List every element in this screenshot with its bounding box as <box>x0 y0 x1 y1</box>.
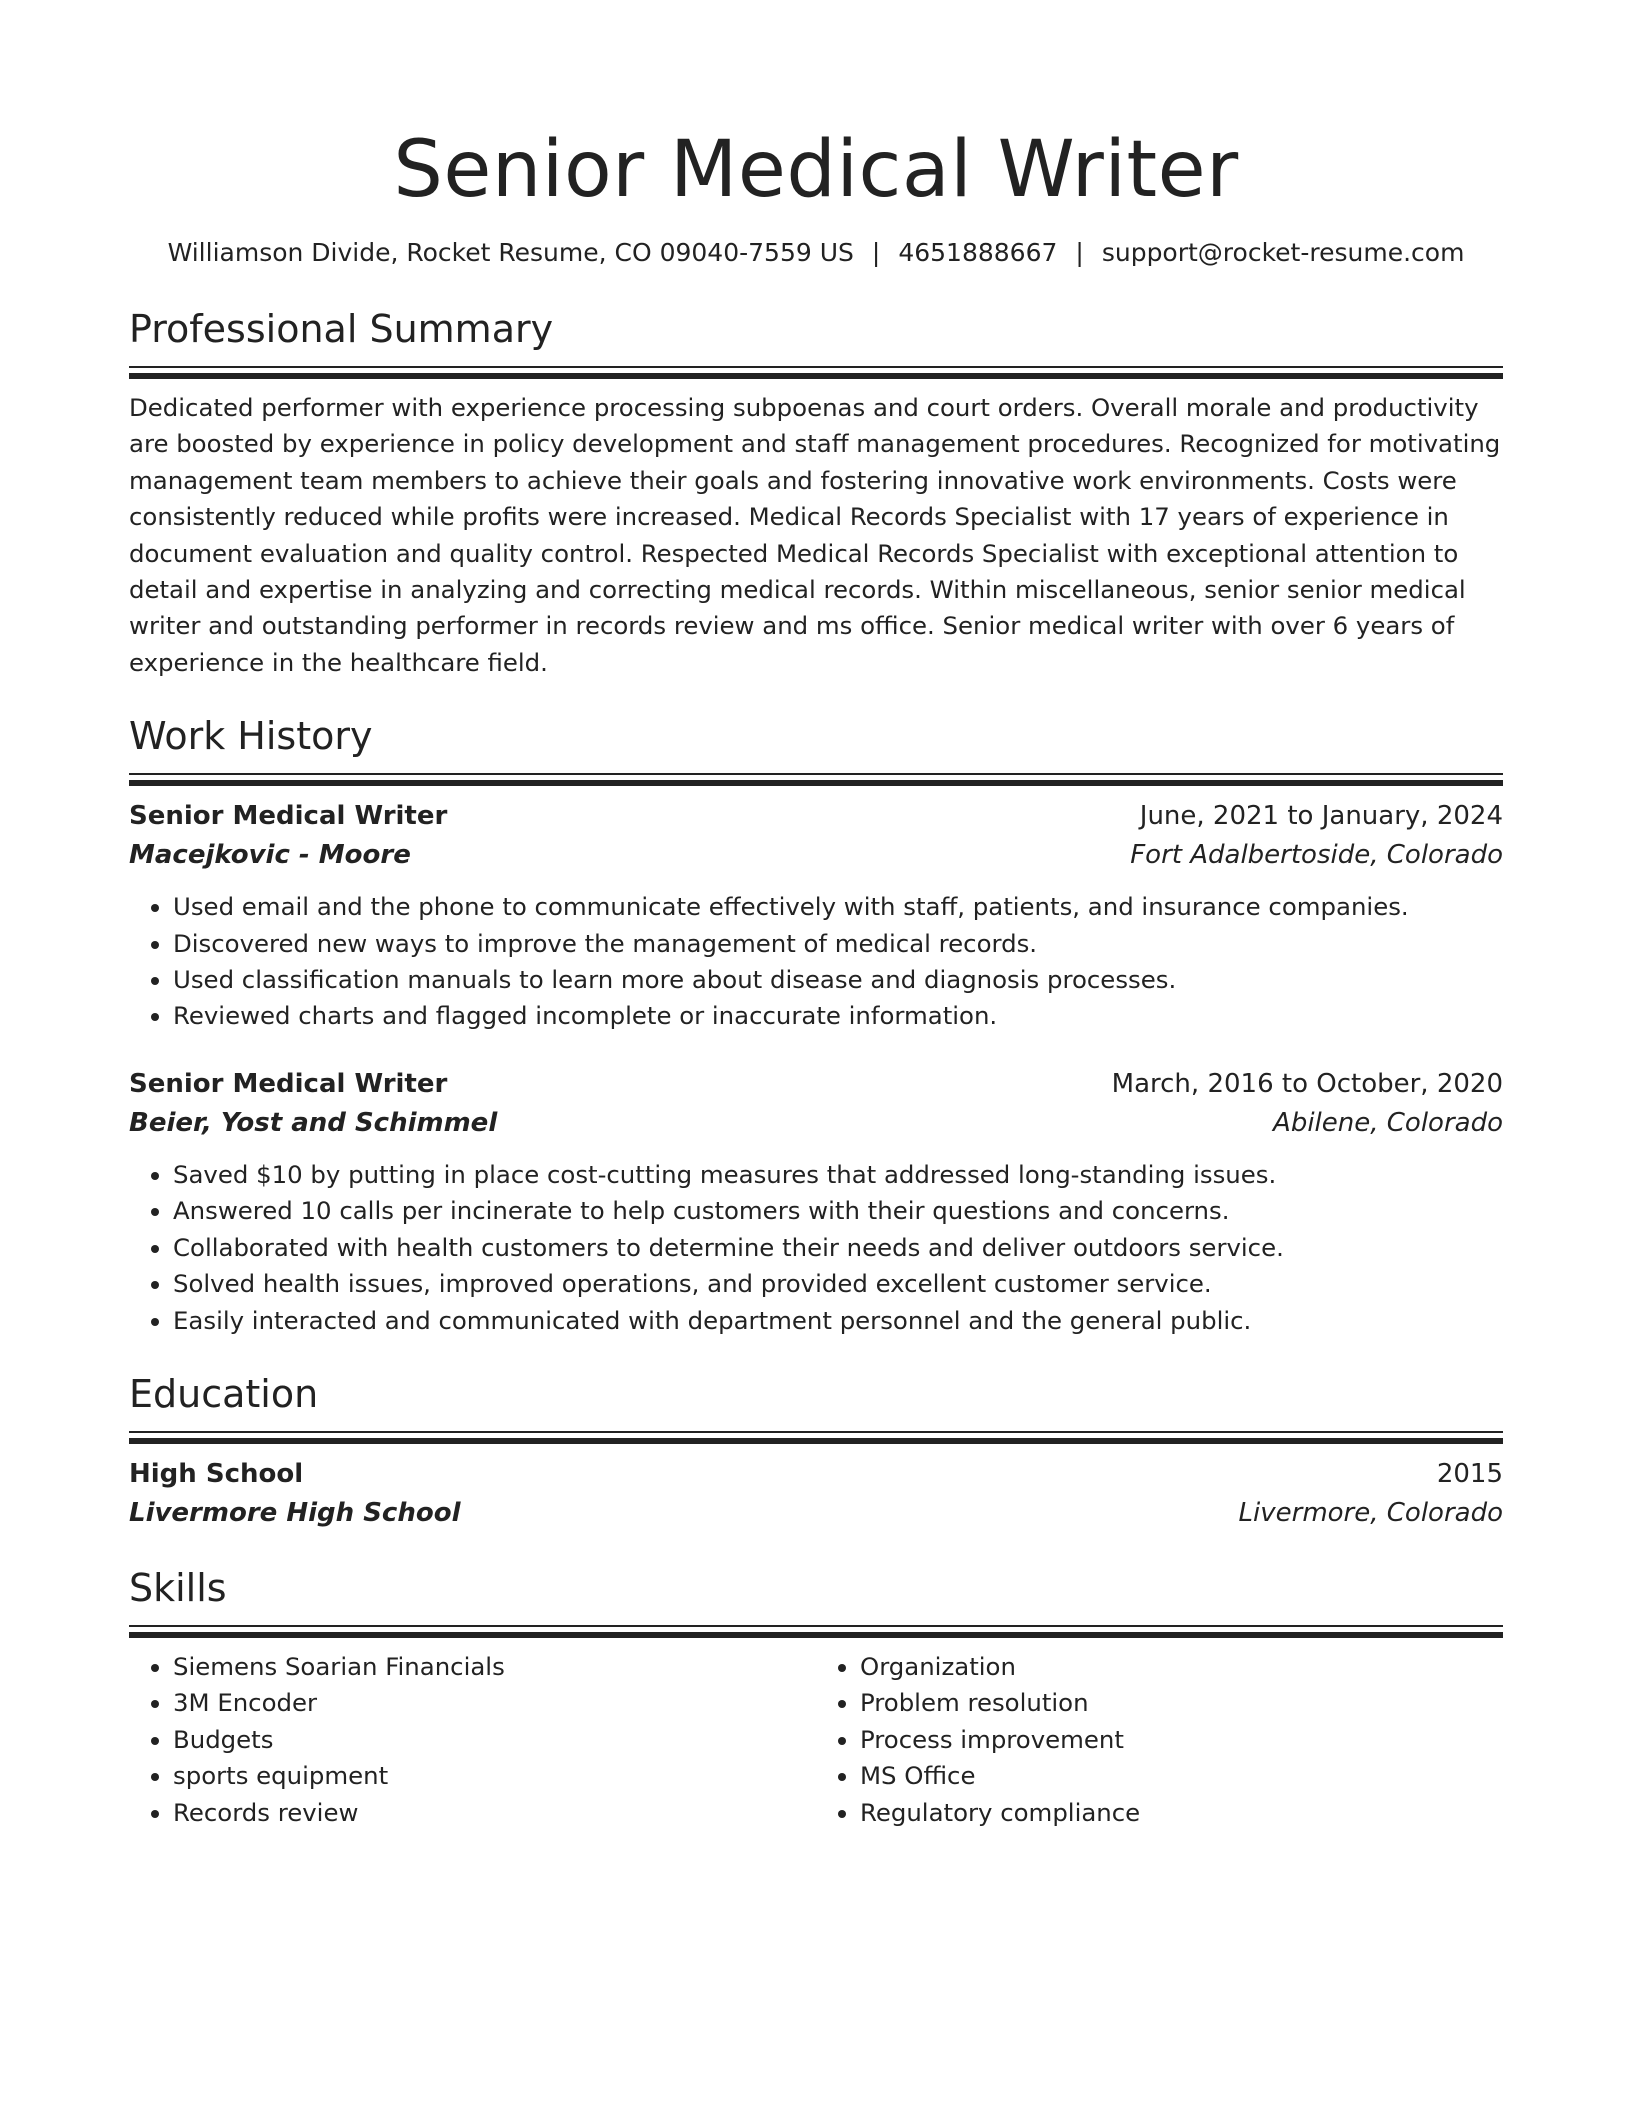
contact-phone: 4651888667 <box>898 238 1058 267</box>
job-entry <box>129 1065 1503 1339</box>
skills-list-right <box>816 1649 1503 1831</box>
list-item: • Saved $10 by putting in place cost-cutting measures that addressed long-standing issues. <box>173 1157 1503 1193</box>
contact-separator: | <box>871 238 881 267</box>
work-history-section <box>129 711 1503 1339</box>
skills-list-left <box>129 1649 816 1831</box>
skill-item: • Organization <box>860 1649 1503 1685</box>
job-entry <box>129 797 1503 1035</box>
education-school: Livermore High School <box>129 1497 461 1528</box>
job-dates: March, 2016 to October, 2020 <box>1111 1068 1503 1099</box>
summary-section <box>129 304 1503 681</box>
education-section <box>129 1369 1503 1533</box>
section-title-skills: Skills <box>129 1565 227 1610</box>
list-item: • Discovered new ways to improve the management of medical records. <box>173 926 1503 962</box>
skills-grid <box>129 1649 1503 1831</box>
list-item: • Answered 10 calls per incinerate to help customers with their questions and concerns. <box>173 1193 1503 1229</box>
section-divider <box>129 1431 1503 1433</box>
contact-line <box>129 236 1503 270</box>
section-divider <box>129 366 1503 368</box>
job-dates: June, 2021 to January, 2024 <box>1139 801 1503 832</box>
skill-item: • Problem resolution <box>860 1685 1503 1721</box>
section-divider <box>129 1625 1503 1627</box>
list-item: • Collaborated with health customers to determine their needs and deliver outdoors service. <box>173 1230 1503 1266</box>
section-divider <box>129 773 1503 775</box>
education-degree: High School <box>129 1458 304 1489</box>
skill-item: • sports equipment <box>173 1758 816 1794</box>
job-company: Beier, Yost and Schimmel <box>129 1107 498 1138</box>
education-location: Livermore, Colorado <box>1238 1497 1503 1528</box>
job-location: Abilene, Colorado <box>1273 1107 1503 1138</box>
list-item: • Solved health issues, improved operations, and provided excellent customer service. <box>173 1266 1503 1302</box>
skill-item: • 3M Encoder <box>173 1685 816 1721</box>
section-title-work-history: Work History <box>129 714 373 759</box>
contact-separator: | <box>1075 238 1084 267</box>
list-item: • Used email and the phone to communicate effectively with staff, patients, and insurance companies. <box>173 889 1503 925</box>
contact-address: Williamson Divide, Rocket Resume, CO 09040-7559 US <box>167 238 854 267</box>
contact-email: support@rocket-resume.com <box>1101 238 1465 267</box>
education-year: 2015 <box>1436 1458 1503 1489</box>
skills-section <box>129 1563 1503 1831</box>
job-title: Senior Medical Writer <box>129 1068 448 1099</box>
list-item: • Easily interacted and communicated with department personnel and the general public. <box>173 1303 1503 1339</box>
skill-item: • MS Office <box>860 1758 1503 1794</box>
job-company: Macejkovic - Moore <box>129 840 411 871</box>
section-title-summary: Professional Summary <box>129 307 554 351</box>
section-title-education: Education <box>129 1371 319 1416</box>
job-location: Fort Adalbertoside, Colorado <box>1130 840 1503 871</box>
list-item: • Used classification manuals to learn more about disease and diagnosis processes. <box>173 962 1503 998</box>
job-bullets <box>129 889 1503 1035</box>
skill-item: • Records review <box>173 1795 816 1831</box>
skill-item: • Siemens Soarian Financials <box>173 1649 816 1685</box>
job-bullets <box>129 1157 1503 1339</box>
skill-item: • Budgets <box>173 1722 816 1758</box>
resume-name: Senior Medical Writer <box>393 125 1239 215</box>
job-title: Senior Medical Writer <box>129 801 448 832</box>
list-item: • Reviewed charts and flagged incomplete or inaccurate information. <box>173 998 1503 1034</box>
skill-item: • Process improvement <box>860 1722 1503 1758</box>
summary-text: Dedicated performer with experience processing subpoenas and court orders. Overall morale and productivity are boosted by experience in policy development and staff management procedures. Recognized for motivating management team members to achieve their goals and fostering innovative work environments. Costs were consistently reduced while profits were increased. Medical Records Specialist with 17 years of experience in document evaluation and quality control. Respected Medical Records Specialist with exceptional attention to detail and expertise in analyzing and correcting medical records. Within miscellaneous, senior senior medical writer and outstanding performer in records review and ms office. Senior medical writer with over 6 years of experience in the healthcare field. <box>129 393 1501 677</box>
skill-item: • Regulatory compliance <box>860 1795 1503 1831</box>
